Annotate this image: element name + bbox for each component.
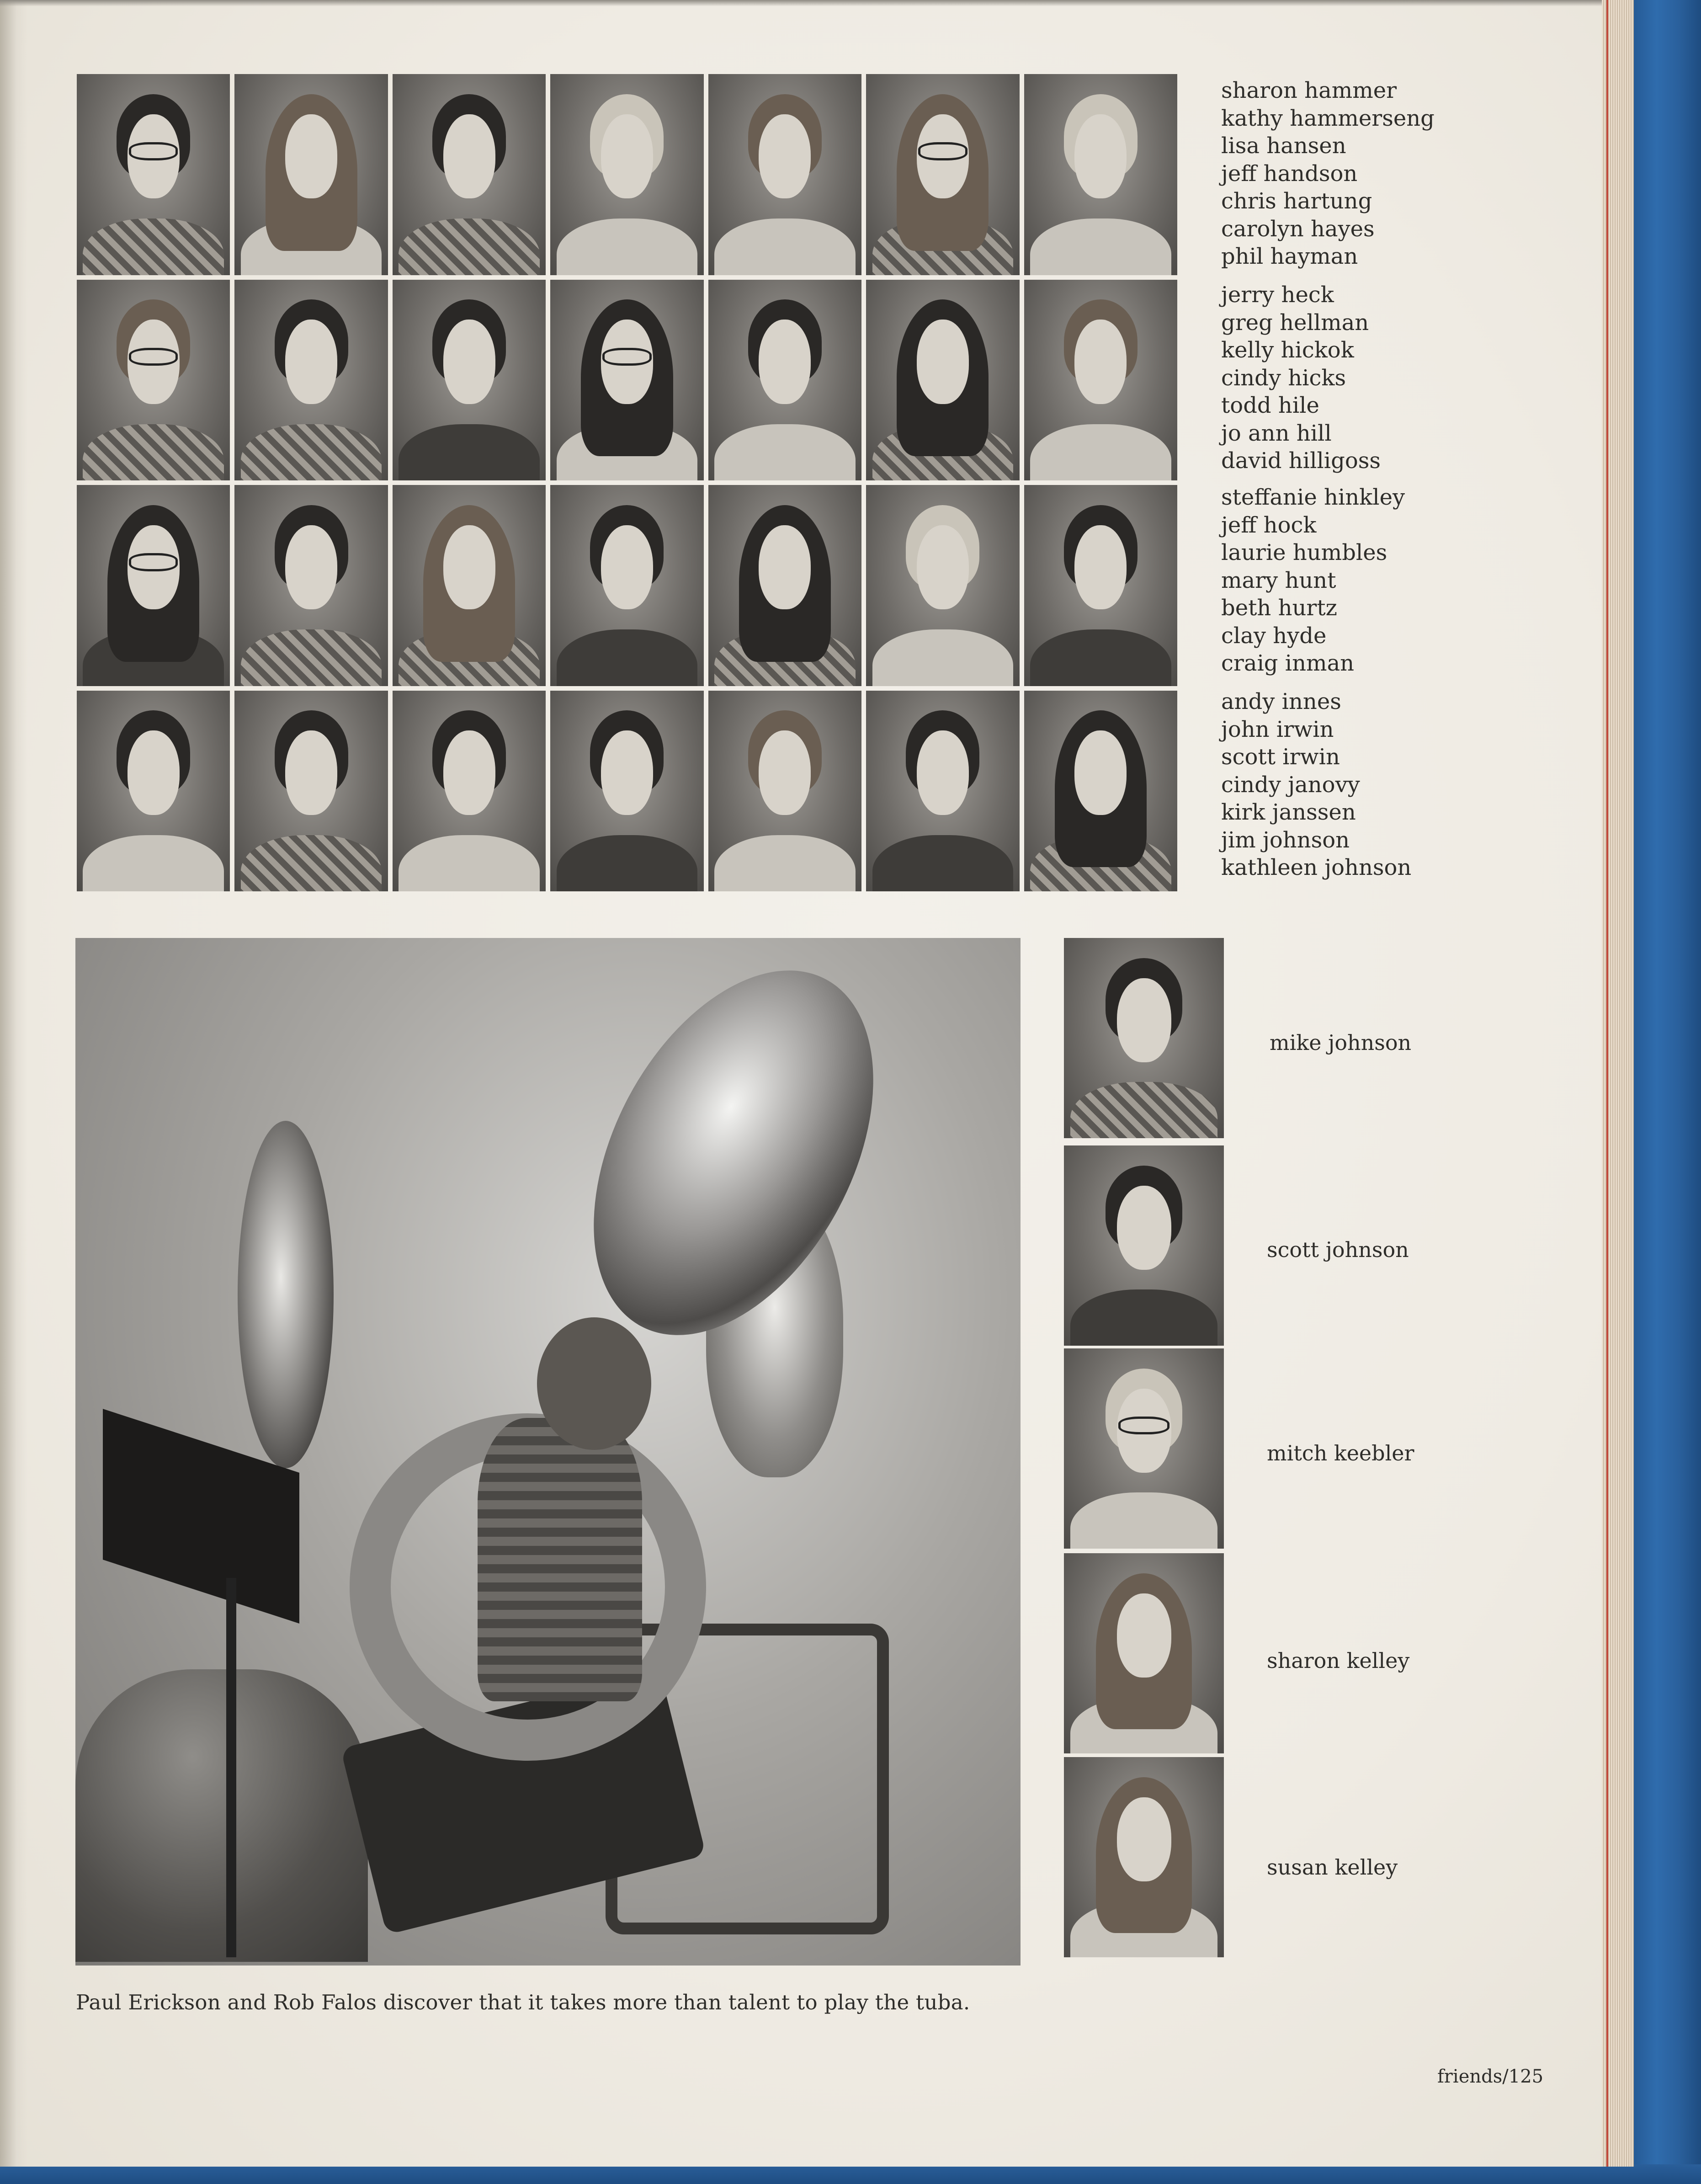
portrait (1024, 485, 1177, 686)
student-name: jo ann hill (1221, 420, 1332, 446)
student-name: kelly hickok (1221, 337, 1354, 363)
student-name: laurie humbles (1221, 540, 1387, 565)
portrait (866, 280, 1019, 481)
portrait (1064, 1553, 1224, 1753)
portrait-grid (77, 74, 1177, 891)
student-name: jim johnson (1221, 827, 1350, 853)
student-name: scott johnson (1267, 1237, 1409, 1262)
student-name: cindy janovy (1221, 772, 1360, 798)
student-name: beth hurtz (1221, 595, 1337, 621)
portrait (1024, 280, 1177, 481)
portrait (550, 485, 703, 686)
portrait (866, 485, 1019, 686)
portrait (1064, 1348, 1224, 1549)
portrait (550, 280, 703, 481)
photo-caption: Paul Erickson and Rob Falos discover that it takes more than talent to play the tuba. (76, 1990, 970, 2014)
music-stand-pole (226, 1578, 236, 1957)
student-name: cindy hicks (1221, 365, 1346, 391)
player-body (478, 1418, 642, 1701)
portrait (1064, 938, 1224, 1138)
portrait (393, 74, 546, 275)
name-list-row-2 (1221, 281, 1381, 475)
portrait (1024, 691, 1177, 892)
student-name: david hilligoss (1221, 448, 1381, 474)
portrait (866, 691, 1019, 892)
student-name: craig inman (1221, 650, 1355, 676)
name-list-row-3 (1221, 484, 1405, 677)
name-list-row-4 (1221, 688, 1411, 882)
student-name: sharon hammer (1221, 78, 1397, 103)
portrait (234, 691, 388, 892)
book-cover-bottom (0, 2164, 1701, 2184)
portrait (234, 74, 388, 275)
second-player-figure (75, 1669, 368, 1962)
top-shadow (0, 0, 1602, 6)
portrait (77, 280, 230, 481)
student-name: john irwin (1221, 716, 1334, 742)
student-name: phil hayman (1221, 244, 1358, 269)
book-cover-edge (1627, 0, 1701, 2184)
tuba-bell (238, 1121, 334, 1468)
student-name: kathy hammerseng (1221, 105, 1435, 131)
portrait (77, 691, 230, 892)
gutter-shadow (0, 0, 27, 2167)
student-name: andy innes (1221, 689, 1341, 714)
portrait (77, 74, 230, 275)
portrait (550, 74, 703, 275)
student-name: sharon kelley (1267, 1648, 1410, 1673)
student-name: jeff hock (1221, 512, 1317, 538)
student-name: chris hartung (1221, 188, 1372, 214)
portrait (708, 485, 861, 686)
portrait (550, 691, 703, 892)
portrait (708, 280, 861, 481)
student-name: mike johnson (1270, 1030, 1412, 1055)
tuba-photo (75, 938, 1021, 1966)
student-name: kirk janssen (1221, 799, 1356, 825)
student-name: susan kelley (1267, 1855, 1398, 1880)
portrait (393, 691, 546, 892)
student-name: mary hunt (1221, 567, 1336, 593)
student-name: greg hellman (1221, 309, 1369, 336)
portrait (77, 485, 230, 686)
portrait (708, 74, 861, 275)
page-folio: friends/125 (1437, 2066, 1544, 2087)
student-name: kathleen johnson (1221, 855, 1412, 880)
portrait (708, 691, 861, 892)
portrait (866, 74, 1019, 275)
tuba-bell (537, 938, 931, 1382)
portrait (234, 485, 388, 686)
portrait (234, 280, 388, 481)
student-name: todd hile (1221, 393, 1319, 418)
portrait (393, 280, 546, 481)
portrait (1064, 1757, 1224, 1957)
student-name: mitch keebler (1267, 1441, 1414, 1465)
page-edge-stripe (1606, 0, 1608, 2167)
student-name: lisa hansen (1221, 133, 1346, 159)
student-name: carolyn hayes (1221, 216, 1375, 242)
page-edges (1600, 0, 1634, 2167)
name-list-row-1 (1221, 77, 1435, 271)
student-name: jerry heck (1221, 282, 1334, 308)
student-name: clay hyde (1221, 623, 1327, 649)
portrait (1024, 74, 1177, 275)
student-name: steffanie hinkley (1221, 485, 1405, 510)
student-name: scott irwin (1221, 744, 1340, 770)
portrait (1064, 1145, 1224, 1346)
portrait (393, 485, 546, 686)
player-head (537, 1317, 651, 1450)
student-name: jeff handson (1221, 160, 1358, 186)
